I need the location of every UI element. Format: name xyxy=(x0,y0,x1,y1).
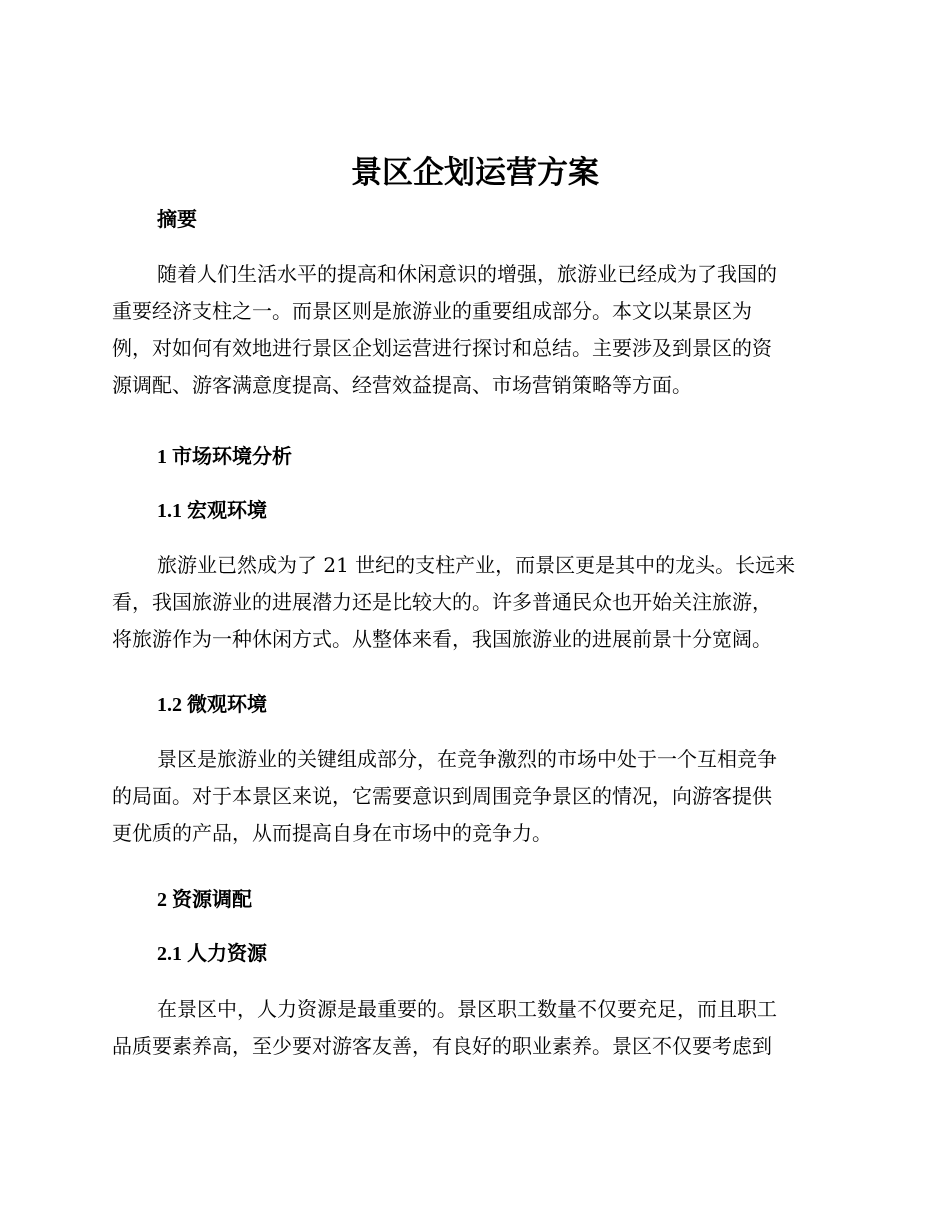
paragraph-line: 看，我国旅游业的进展潜力还是比较大的。许多普通民众也开始关注旅游， xyxy=(112,590,772,614)
paragraph-line: 在景区中，人力资源是最重要的。景区职工数量不仅要充足，而且职工 xyxy=(157,997,777,1021)
section-1-heading: 1 市场环境分析 xyxy=(157,446,292,468)
document-title: 景区企划运营方案 xyxy=(351,155,599,191)
section-1-1-heading: 1.1 宏观环境 xyxy=(157,500,267,522)
abstract-paragraph xyxy=(112,256,842,404)
paragraph-line: 源调配、游客满意度提高、经营效益提高、市场营销策略等方面。 xyxy=(112,373,692,397)
section-1-2-heading: 1.2 微观环境 xyxy=(157,694,267,716)
paragraph-line: 品质要素养高，至少要对游客友善，有良好的职业素养。景区不仅要考虑到 xyxy=(112,1034,772,1058)
paragraph-line: 随着人们生活水平的提高和休闲意识的增强，旅游业已经成为了我国的 xyxy=(157,262,777,286)
section-2-1-paragraph xyxy=(112,991,842,1065)
section-2-heading: 2 资源调配 xyxy=(157,889,252,911)
section-1-2-paragraph xyxy=(112,741,842,852)
paragraph-line: 将旅游作为一种休闲方式。从整体来看，我国旅游业的进展前景十分宽阔。 xyxy=(112,627,772,651)
paragraph-line: 景区是旅游业的关键组成部分，在竞争激烈的市场中处于一个互相竞争 xyxy=(157,747,777,771)
paragraph-line: 更优质的产品，从而提高自身在市场中的竞争力。 xyxy=(112,821,552,845)
section-2-1-heading: 2.1 人力资源 xyxy=(157,943,267,965)
paragraph-line: 的局面。对于本景区来说，它需要意识到周围竞争景区的情况，向游客提供 xyxy=(112,784,772,808)
paragraph-line: 例，对如何有效地进行景区企划运营进行探讨和总结。主要涉及到景区的资 xyxy=(112,336,772,360)
section-1-1-paragraph xyxy=(112,547,842,658)
abstract-heading: 摘要 xyxy=(157,209,197,231)
paragraph-line: 旅游业已然成为了 21 世纪的支柱产业，而景区更是其中的龙头。长远来 xyxy=(157,553,796,577)
paragraph-line: 重要经济支柱之一。而景区则是旅游业的重要组成部分。本文以某景区为 xyxy=(112,299,752,323)
